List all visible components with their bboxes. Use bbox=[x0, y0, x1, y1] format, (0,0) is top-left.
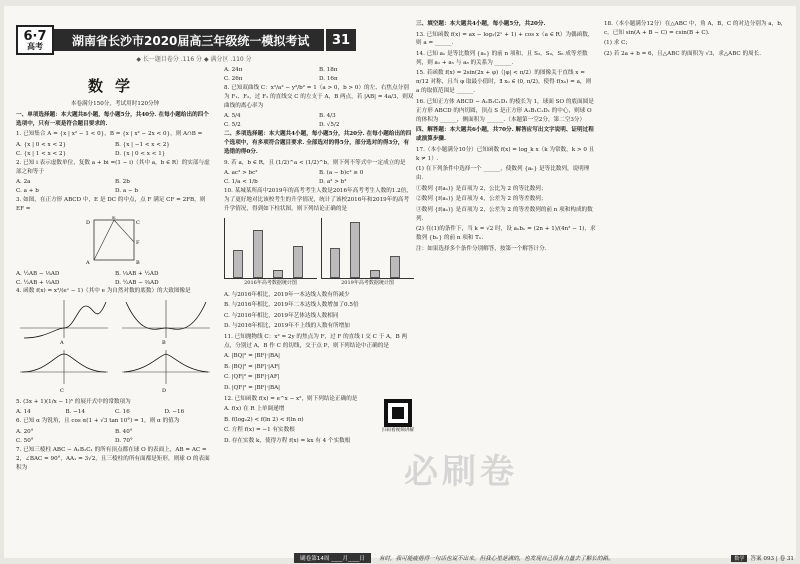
bar-charts bbox=[224, 218, 414, 287]
q17-part-1: (1) 在下列条件中选择一个 ______，使数列 {aₙ} 是等比数列，说明理由. bbox=[416, 166, 590, 182]
watermark: 必刷卷 bbox=[404, 452, 518, 492]
bar bbox=[293, 246, 303, 278]
q17-condition: ②数列 {f(aₙ)} 是首项为 4，公差为 2 的等差数列； bbox=[416, 196, 547, 203]
q17-condition: ③数列 {f(aₙ)} 是首项为 2，公差为 2 的等差数列的前 n 项和构成的数列. bbox=[416, 206, 593, 222]
question-14: 14. 已知 aₙ 是等比数列 {aₙ} 的前 n 项和，且 S₃，S₉，S₆ 成等差数列，则 a₂ + a₅ 与 a₈ 的关系为 ______. bbox=[416, 51, 588, 66]
question-9: 9. 若 a，b ∈ R，且 (1/2)^a < (1/2)^b，则下列不等式中一定成立的是 bbox=[224, 159, 406, 166]
q11-option-a: A. |BQ|² = |BF|·|BA| bbox=[224, 353, 281, 360]
q10-option-b: B. 与2016年相比，2019年二本达线人数增加了0.5倍 bbox=[224, 302, 359, 309]
subject-title: 数学 bbox=[87, 77, 142, 95]
section-heading: 一、单项选择题：本大题共8小题，每小题5分，共40分. 在每小题给出的四个选项中，只有一项是符合题目要求的. bbox=[16, 111, 209, 127]
qr-code[interactable] bbox=[384, 399, 412, 427]
exam-sheet bbox=[4, 6, 796, 562]
function-graphs bbox=[16, 298, 214, 394]
paper-number: 31 bbox=[326, 29, 356, 51]
bar bbox=[273, 270, 283, 278]
section-heading: 二、多项选择题：本大题共4小题，每小题5分，共20分. 在每小题给出的四个选项中，有多项符合题目要求. 全部选对的得5分，部分选对的得3分，有选错的得0分. bbox=[224, 131, 412, 156]
q17-note: 注：如果选择多个条件分别解答，按第一个解答计分. bbox=[416, 245, 547, 252]
svg-text:C: C bbox=[60, 387, 64, 394]
q11-option-c: C. |QF|² = |BF|·|AF| bbox=[224, 374, 280, 381]
fig-label: F bbox=[136, 239, 140, 246]
q18-part-1: (1) 求 C； bbox=[604, 40, 631, 47]
fig-label: D bbox=[86, 219, 91, 226]
fig-label: A bbox=[86, 259, 90, 266]
question-16: 16. 已知正方体 ABCD − A₁B₁C₁D₁ 的棱长为 1，球面 SO 的底面圆是正方形 ABCD 的内切圆，顶点 S 是正方形 A₁B₁C₁D₁ 的中心，则球 O 的体积为 ______，侧面积为 ______.（本题第一空2分，第二空3分） bbox=[416, 98, 594, 123]
q1-options: A. {x | 0 < x < 2} B. {x | −1 < x < 2} C. {x | 1 < x < 2} D. {x | 0 < x < 1} bbox=[16, 141, 170, 157]
brand-logo: 6·7 高考 bbox=[16, 25, 54, 55]
page-footer bbox=[294, 552, 794, 564]
exam-meta: 本卷满分150分，考试用时120分钟 bbox=[70, 101, 160, 107]
q7-options: A. 24π B. 18π C. 26π D. 16π bbox=[224, 67, 338, 82]
question-8: 8. 已知双曲线 C：x²/a² − y²/b² = 1（a > 0，b > 0）的左、右焦点分别为 F₁、F₂，过 F₁ 的直线交 C 的左支于 A，B 两点，若 |AB| = 4a/3，则双曲线的离心率为 bbox=[224, 84, 414, 109]
subject-tag: 数学 bbox=[731, 555, 747, 562]
bar bbox=[330, 248, 340, 278]
fig-label: C bbox=[136, 219, 140, 226]
chart-2016 bbox=[224, 218, 317, 279]
column-1 bbox=[16, 66, 214, 474]
question-10: 10. 某城某所高中2019年的高考考生人数是2016年高考考生人数的1.2倍，为了更好地对比该校考生的升学情况，统计了该校2016年和2019年的高考升学情况，得到如下柱状图，则下列结论正确的是 bbox=[224, 187, 412, 212]
q17-part-2: (2) 在(1)的条件下，当 k = √2 时，设 aₙbₙ = (2n + 1)/(4n² − 1)，求数列 {bₙ} 的前 n 项和 Tₙ. bbox=[416, 226, 596, 242]
q12-option-c: C. 方程 f(x) = −1 有实数根 bbox=[224, 427, 295, 434]
q9-options: A. ac² > bc² B. (a − b)c² ≥ 0 C. 1/a < 1/b D. a³ > b³ bbox=[224, 170, 364, 186]
exam-title: 湖南省长沙市2020届高三年级统一模拟考试 bbox=[54, 29, 324, 51]
svg-text:A: A bbox=[60, 339, 64, 346]
q12-option-a: A. f(x) 在 R 上单调递增 bbox=[224, 406, 285, 413]
q11-option-d: D. |QF|² = |BF|·|BA| bbox=[224, 384, 281, 391]
column-2 bbox=[224, 66, 414, 447]
q12-option-b: B. f(log₂2) < f(ln 2) < f(ln π) bbox=[224, 416, 304, 423]
question-4: 4. 函数 f(x) = x²/(eˣ − 1)（其中 e 为自然对数的底数）的大致图像是 bbox=[16, 288, 191, 295]
question-13: 13. 已知函数 f(x) = ax − log₂(2ˣ + 1) + cos x（a ∈ R）为偶函数，则 a = ______. bbox=[416, 31, 594, 47]
section-heading: 四、解答题：本大题共6小题，共70分. 解答应写出文字说明、证明过程或演算步骤. bbox=[416, 127, 594, 143]
question-11: 11. 已知抛物线 C：x² = 2y 的焦点为 F，过 F 的直线 l 交 C 于 A，B 两点，分别过 A，B 作 C 的切线，交于点 P，则下列结论中正确的是 bbox=[224, 333, 408, 349]
svg-text:B: B bbox=[162, 339, 166, 346]
page-info bbox=[731, 554, 794, 562]
question-3: 3. 如图，在正方形 ABCD 中，E 是 DC 的中点，点 F 满足 CF = 2FB，则 EF = bbox=[16, 197, 206, 213]
chart-caption: 2016年高考数据统计图 bbox=[244, 279, 297, 286]
column-4 bbox=[604, 20, 789, 61]
question-7: 7. 已知三棱柱 ABC − A₁B₁C₁ 的所有顶点都在球 O 的表面上，AB = AC = 2，∠BAC = 90°，AA₁ = 3√2，且三棱柱的所有面都是矩形，则球 O 的表面积为 bbox=[16, 446, 210, 471]
week-box: 刷卷第14周 ____月____日 bbox=[294, 553, 371, 563]
q17-condition: ①数列 {f(aₙ)} 是首项为 2，公比为 2 的等比数列； bbox=[416, 185, 547, 192]
q10-option-c: C. 与2016年相比，2019年艺体达线人数相同 bbox=[224, 312, 339, 319]
chart-2019 bbox=[321, 218, 414, 279]
bar bbox=[350, 222, 360, 278]
chart-caption: 2019年高考数据统计图 bbox=[341, 279, 394, 286]
bar bbox=[370, 270, 380, 278]
question-18: 18.（本小题满分12分）在△ABC 中，角 A，B，C 的对边分别为 a，b，c，已知 sin(A + B − C) = csin(B + C). bbox=[604, 21, 787, 36]
q8-options: A. 5/4 B. 4/3 C. 5/2 D. √5/2 bbox=[224, 113, 340, 129]
question-5: 5. (3x + 1)(1/x − 1)⁵ 的展开式中的常数项为 bbox=[16, 398, 131, 405]
bar bbox=[233, 250, 243, 278]
footer-quote: 有时，我可能疲倦得一句话也说不出来，但我心里是满的，也发现自己很有力量去了解长的路。 bbox=[378, 556, 614, 562]
square-figure bbox=[16, 216, 214, 266]
exam-header bbox=[16, 28, 356, 52]
q10-option-a: A. 与2016年相比，2019年一本达线人数有所减少 bbox=[224, 291, 350, 298]
q12-option-d: D. 存在实数 k，使得方程 f(x) = kx 有 4 个实数根 bbox=[224, 437, 351, 444]
question-12: 12. 已知函数 f(x) = e^x − x²，则下列结论正确的是 bbox=[224, 395, 358, 402]
column-3 bbox=[416, 20, 596, 255]
question-1: 1. 已知集合 A = {x | x² − 1 < 0}，B = {x | x² − 2x < 0}，则 A∩B = bbox=[16, 131, 203, 138]
fig-label: E bbox=[112, 215, 116, 221]
q2-options: A. 2a B. 2b C. a + b D. a − b bbox=[16, 179, 139, 195]
q10-option-d: D. 与2016年相比，2019年不上线的人数有所增加 bbox=[224, 323, 350, 330]
q6-options: A. 20° B. 40° C. 50° D. 70° bbox=[16, 428, 133, 444]
fig-label: B bbox=[136, 259, 140, 266]
bar bbox=[253, 230, 263, 278]
q11-option-b: B. |BQ|² = |BF|·|AF| bbox=[224, 363, 280, 370]
score-timeline: ◆ 长一题目卷分 .116 分 ◆ 满分区 .110 分 bbox=[136, 56, 252, 63]
question-15: 15. 若函数 f(x) = 2sin(2x + φ)（|φ| < π/2）的图像关于直线 x = π/12 对称，且当 φ 取最小值时，∃ x₀ ∈ (0, π/2)，使得 f(x₀) = a，则 a 的取值范围是 ______. bbox=[416, 70, 592, 95]
q3-options: A. ½AB − ⅓AD B. ⅓AB + ½AD C. ½AB + ⅓AD D. ½AB − ⅔AD bbox=[16, 270, 159, 286]
svg-text:D: D bbox=[162, 387, 167, 394]
page-number: 答案 093 | 卷 31 bbox=[750, 556, 794, 562]
qr-caption: 扫码看视频讲解 bbox=[381, 427, 414, 433]
question-17: 17.（本小题满分10分）已知函数 f(x) = log_k x（k 为常数，k > 0 且 k ≠ 1）. bbox=[416, 146, 595, 162]
q18-part-2: (2) 若 2a + b = 6，且△ABC 的面积为 √3，求△ABC 的周长. bbox=[604, 51, 762, 57]
q5-options: A. 14 B. −14 C. 16 D. −16 bbox=[16, 409, 185, 416]
section-heading: 三、填空题：本大题共4小题，每小题5分，共20分. bbox=[416, 21, 546, 27]
question-6: 6. 已知 α 为锐角，且 cos α(1 + √3 tan 10°) = 1，则 α 的值为 bbox=[16, 418, 180, 425]
question-2: 2. 已知 i 表示虚数单位，复数 a + bi =(1 − i)（其中 a，b ∈ R）的实部与虚部之和等于 bbox=[16, 159, 210, 175]
bar bbox=[390, 256, 400, 278]
